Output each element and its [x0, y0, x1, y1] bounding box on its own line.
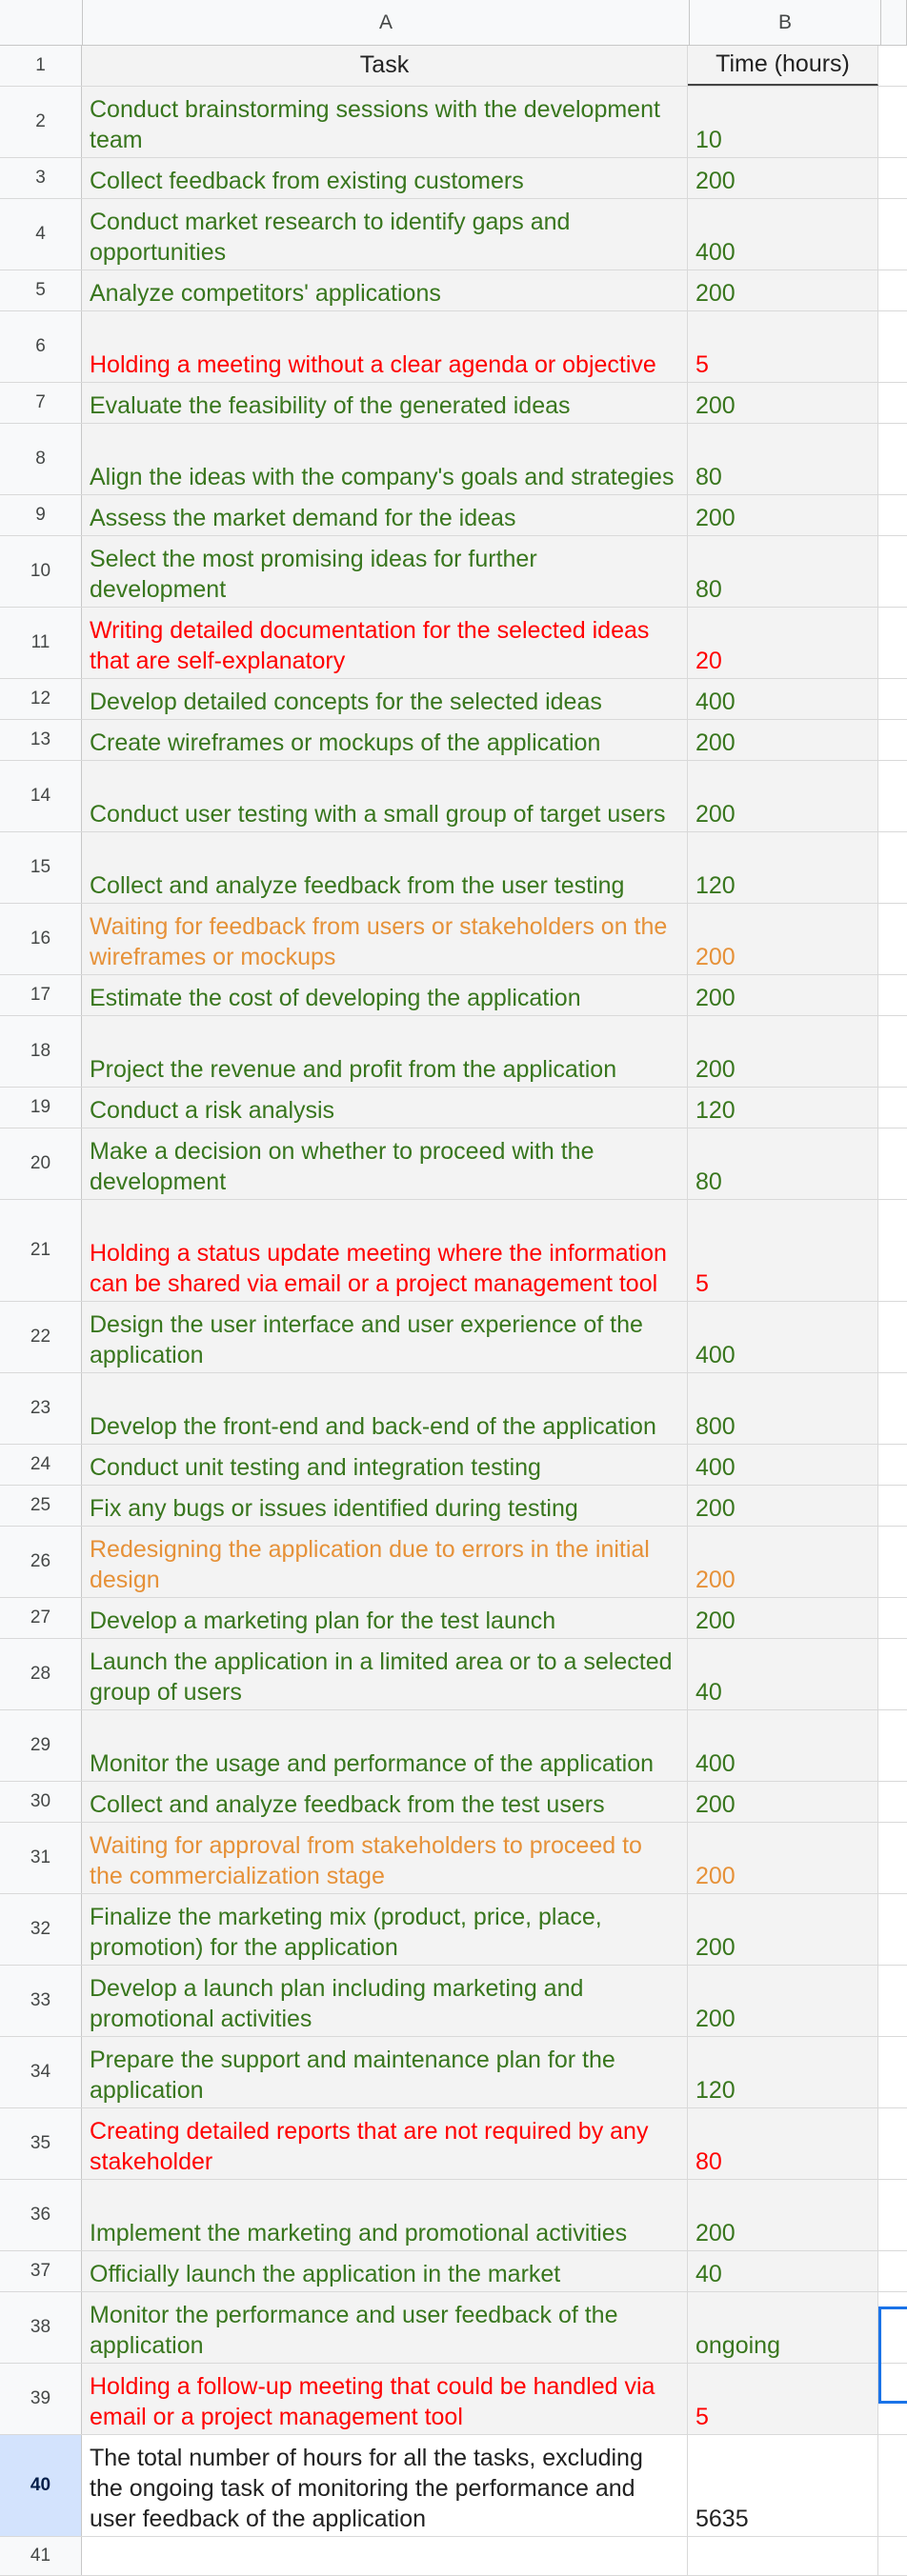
table-row: [0, 2108, 907, 2180]
task-cell[interactable]: Implement the marketing and promotional activities: [82, 2180, 688, 2250]
table-row: [0, 270, 907, 311]
table-row: [0, 761, 907, 832]
column-header-row: [0, 0, 907, 46]
task-cell[interactable]: Officially launch the application in the market: [82, 2251, 688, 2291]
time-cell[interactable]: 400: [688, 1302, 878, 1372]
table-row: [0, 1373, 907, 1445]
table-row: [0, 87, 907, 158]
empty-cell[interactable]: [878, 199, 907, 270]
row-number[interactable]: 26: [0, 1527, 82, 1597]
task-cell[interactable]: Redesigning the application due to errors in the initial design: [82, 1527, 688, 1597]
time-cell[interactable]: 5: [688, 1200, 878, 1301]
task-cell[interactable]: Estimate the cost of developing the application: [82, 975, 688, 1015]
task-cell[interactable]: Conduct market research to identify gaps and opportunities: [82, 199, 688, 270]
time-cell[interactable]: 20: [688, 608, 878, 678]
row-number[interactable]: 25: [0, 1486, 82, 1526]
time-cell[interactable]: 200: [688, 495, 878, 535]
row-number[interactable]: 20: [0, 1128, 82, 1199]
empty-cell[interactable]: [878, 158, 907, 198]
table-row: [0, 495, 907, 536]
task-cell[interactable]: Fix any bugs or issues identified during testing: [82, 1486, 688, 1526]
empty-cell[interactable]: [878, 1782, 907, 1822]
empty-cell[interactable]: [878, 1302, 907, 1372]
time-cell[interactable]: 10: [688, 87, 878, 157]
row-number[interactable]: 34: [0, 2037, 82, 2107]
task-cell[interactable]: Make a decision on whether to proceed with the development: [82, 1128, 688, 1199]
row-number[interactable]: 18: [0, 1016, 82, 1087]
empty-cell[interactable]: [878, 87, 907, 157]
column-header-c[interactable]: [881, 0, 907, 45]
row-number[interactable]: 33: [0, 1966, 82, 2036]
column-header-a[interactable]: A: [83, 0, 690, 45]
row-number[interactable]: 22: [0, 1302, 82, 1372]
empty-cell[interactable]: [878, 311, 907, 382]
time-cell[interactable]: 400: [688, 1710, 878, 1781]
row-number[interactable]: 12: [0, 679, 82, 719]
row-number[interactable]: 29: [0, 1710, 82, 1781]
time-cell[interactable]: 40: [688, 2251, 878, 2291]
time-cell[interactable]: 200: [688, 1782, 878, 1822]
row-number[interactable]: 24: [0, 1445, 82, 1485]
row-number[interactable]: 23: [0, 1373, 82, 1444]
table-row: [0, 1016, 907, 1088]
time-cell[interactable]: 120: [688, 1088, 878, 1128]
table-row: [0, 424, 907, 495]
empty-cell[interactable]: [878, 1823, 907, 1893]
header-time-cell[interactable]: Time (hours): [688, 46, 878, 86]
table-row: [0, 1128, 907, 1200]
row-number[interactable]: 37: [0, 2251, 82, 2291]
empty-cell[interactable]: [878, 761, 907, 831]
task-cell[interactable]: Conduct a risk analysis: [82, 1088, 688, 1128]
time-cell[interactable]: 200: [688, 761, 878, 831]
empty-cell[interactable]: [878, 2037, 907, 2107]
row-number[interactable]: 3: [0, 158, 82, 198]
table-header-row: [0, 46, 907, 87]
task-cell[interactable]: Holding a status update meeting where the information can be shared via email or a project management tool: [82, 1200, 688, 1301]
table-row: [0, 2251, 907, 2292]
table-row: [0, 832, 907, 904]
row-number[interactable]: 6: [0, 311, 82, 382]
empty-cell[interactable]: [878, 2537, 907, 2575]
task-cell[interactable]: Evaluate the feasibility of the generated ideas: [82, 383, 688, 423]
time-cell[interactable]: 200: [688, 2180, 878, 2250]
row-number[interactable]: 5: [0, 270, 82, 310]
table-row: [0, 536, 907, 608]
task-cell[interactable]: Analyze competitors' applications: [82, 270, 688, 310]
time-cell[interactable]: 120: [688, 832, 878, 903]
table-row: [0, 608, 907, 679]
task-cell[interactable]: Conduct unit testing and integration testing: [82, 1445, 688, 1485]
task-cell[interactable]: Prepare the support and maintenance plan for the application: [82, 2037, 688, 2107]
table-row: [0, 2292, 907, 2364]
table-row: [0, 1200, 907, 1302]
table-row: [0, 1782, 907, 1823]
time-cell[interactable]: 400: [688, 1445, 878, 1485]
time-cell[interactable]: 800: [688, 1373, 878, 1444]
row-number[interactable]: 31: [0, 1823, 82, 1893]
task-cell[interactable]: Holding a meeting without a clear agenda or objective: [82, 311, 688, 382]
table-row: [0, 1894, 907, 1966]
row-number[interactable]: 13: [0, 720, 82, 760]
row-number[interactable]: 10: [0, 536, 82, 607]
empty-cell[interactable]: [878, 679, 907, 719]
time-cell[interactable]: 80: [688, 536, 878, 607]
time-cell[interactable]: 400: [688, 679, 878, 719]
task-cell[interactable]: Collect feedback from existing customers: [82, 158, 688, 198]
row-number[interactable]: 30: [0, 1782, 82, 1822]
table-row: [0, 199, 907, 270]
row-number[interactable]: 32: [0, 1894, 82, 1965]
task-cell[interactable]: Writing detailed documentation for the selected ideas that are self-explanatory: [82, 608, 688, 678]
table-row: [0, 1088, 907, 1128]
row-number[interactable]: 7: [0, 383, 82, 423]
empty-cell[interactable]: [878, 608, 907, 678]
row-number[interactable]: 14: [0, 761, 82, 831]
time-cell[interactable]: 5635: [688, 2435, 878, 2536]
task-cell[interactable]: Conduct user testing with a small group of target users: [82, 761, 688, 831]
time-cell[interactable]: 120: [688, 2037, 878, 2107]
table-row: [0, 904, 907, 975]
table-row: [0, 1598, 907, 1639]
empty-cell[interactable]: [878, 46, 907, 86]
task-cell[interactable]: Select the most promising ideas for further development: [82, 536, 688, 607]
task-cell[interactable]: Monitor the performance and user feedback of the application: [82, 2292, 688, 2363]
table-row: [0, 2537, 907, 2576]
row-number[interactable]: 8: [0, 424, 82, 494]
empty-cell[interactable]: [878, 270, 907, 310]
empty-cell[interactable]: [878, 1445, 907, 1485]
time-cell[interactable]: ongoing: [688, 2292, 878, 2363]
task-cell[interactable]: The total number of hours for all the tasks, excluding the ongoing task of monitoring the performance and user feedback of the application: [82, 2435, 688, 2536]
time-cell[interactable]: 5: [688, 2364, 878, 2434]
table-row: [0, 158, 907, 199]
time-cell[interactable]: 200: [688, 1823, 878, 1893]
empty-cell[interactable]: [878, 1486, 907, 1526]
empty-cell[interactable]: [878, 495, 907, 535]
table-row: [0, 2037, 907, 2108]
empty-cell[interactable]: [878, 1128, 907, 1199]
table-row: [0, 1302, 907, 1373]
task-cell[interactable]: Design the user interface and user experience of the application: [82, 1302, 688, 1372]
task-cell[interactable]: Holding a follow-up meeting that could be handled via email or a project management tool: [82, 2364, 688, 2434]
empty-cell[interactable]: [878, 383, 907, 423]
table-row: [0, 1527, 907, 1598]
table-row: [0, 2364, 907, 2435]
time-cell[interactable]: 200: [688, 1598, 878, 1638]
table-row: [0, 720, 907, 761]
row-number[interactable]: 9: [0, 495, 82, 535]
row-number[interactable]: 16: [0, 904, 82, 974]
empty-cell[interactable]: [878, 832, 907, 903]
selected-cell-outline: [878, 2306, 907, 2404]
row-number[interactable]: 1: [0, 46, 82, 86]
row-number[interactable]: 11: [0, 608, 82, 678]
table-row: [0, 383, 907, 424]
row-number[interactable]: 15: [0, 832, 82, 903]
table-row: [0, 1445, 907, 1486]
empty-cell[interactable]: [878, 1016, 907, 1087]
header-task-cell[interactable]: Task: [82, 46, 688, 86]
time-cell[interactable]: 200: [688, 904, 878, 974]
task-cell[interactable]: Monitor the usage and performance of the application: [82, 1710, 688, 1781]
table-row: [0, 311, 907, 383]
empty-cell[interactable]: [878, 2435, 907, 2536]
time-cell[interactable]: 200: [688, 383, 878, 423]
task-cell[interactable]: Develop a launch plan including marketing and promotional activities: [82, 1966, 688, 2036]
table-row: [0, 2435, 907, 2537]
time-cell[interactable]: 200: [688, 720, 878, 760]
time-cell[interactable]: [688, 2537, 878, 2575]
time-cell[interactable]: 200: [688, 1527, 878, 1597]
time-cell[interactable]: 200: [688, 158, 878, 198]
empty-cell[interactable]: [878, 720, 907, 760]
empty-cell[interactable]: [878, 1527, 907, 1597]
empty-cell[interactable]: [878, 1598, 907, 1638]
empty-cell[interactable]: [878, 1894, 907, 1965]
row-number[interactable]: 2: [0, 87, 82, 157]
task-cell[interactable]: Project the revenue and profit from the application: [82, 1016, 688, 1087]
task-cell[interactable]: Create wireframes or mockups of the application: [82, 720, 688, 760]
row-number[interactable]: 38: [0, 2292, 82, 2363]
empty-cell[interactable]: [878, 1088, 907, 1128]
row-number[interactable]: 36: [0, 2180, 82, 2250]
select-all-corner[interactable]: [0, 0, 83, 45]
time-cell[interactable]: 80: [688, 2108, 878, 2179]
task-cell[interactable]: Waiting for feedback from users or stakeholders on the wireframes or mockups: [82, 904, 688, 974]
time-cell[interactable]: 80: [688, 424, 878, 494]
time-cell[interactable]: 200: [688, 1016, 878, 1087]
task-cell[interactable]: Develop the front-end and back-end of the application: [82, 1373, 688, 1444]
empty-cell[interactable]: [878, 1373, 907, 1444]
task-cell[interactable]: Waiting for approval from stakeholders to proceed to the commercialization stage: [82, 1823, 688, 1893]
empty-cell[interactable]: [878, 904, 907, 974]
task-cell[interactable]: Collect and analyze feedback from the test users: [82, 1782, 688, 1822]
row-number[interactable]: 40: [0, 2435, 82, 2536]
task-cell[interactable]: Develop detailed concepts for the selected ideas: [82, 679, 688, 719]
row-number[interactable]: 4: [0, 199, 82, 270]
empty-cell[interactable]: [878, 1710, 907, 1781]
row-number[interactable]: 17: [0, 975, 82, 1015]
empty-cell[interactable]: [878, 975, 907, 1015]
empty-cell[interactable]: [878, 536, 907, 607]
empty-cell[interactable]: [878, 2180, 907, 2250]
task-cell[interactable]: Collect and analyze feedback from the user testing: [82, 832, 688, 903]
time-cell[interactable]: 40: [688, 1639, 878, 1709]
row-number[interactable]: 21: [0, 1200, 82, 1301]
empty-cell[interactable]: [878, 1639, 907, 1709]
time-cell[interactable]: 200: [688, 270, 878, 310]
time-cell[interactable]: 200: [688, 975, 878, 1015]
table-row: [0, 1710, 907, 1782]
task-cell[interactable]: Develop a marketing plan for the test launch: [82, 1598, 688, 1638]
task-cell[interactable]: Launch the application in a limited area or to a selected group of users: [82, 1639, 688, 1709]
row-number[interactable]: 41: [0, 2537, 82, 2575]
task-cell[interactable]: Assess the market demand for the ideas: [82, 495, 688, 535]
empty-cell[interactable]: [878, 1966, 907, 2036]
row-number[interactable]: 27: [0, 1598, 82, 1638]
time-cell[interactable]: 400: [688, 199, 878, 270]
time-cell[interactable]: 200: [688, 1966, 878, 2036]
table-row: [0, 975, 907, 1016]
row-number[interactable]: 39: [0, 2364, 82, 2434]
table-row: [0, 1823, 907, 1894]
time-cell[interactable]: 200: [688, 1894, 878, 1965]
time-cell[interactable]: 80: [688, 1128, 878, 1199]
task-cell[interactable]: Conduct brainstorming sessions with the development team: [82, 87, 688, 157]
time-cell[interactable]: 200: [688, 1486, 878, 1526]
task-cell[interactable]: Finalize the marketing mix (product, price, place, promotion) for the application: [82, 1894, 688, 1965]
row-number[interactable]: 35: [0, 2108, 82, 2179]
task-cell[interactable]: [82, 2537, 688, 2575]
empty-cell[interactable]: [878, 424, 907, 494]
row-number[interactable]: 28: [0, 1639, 82, 1709]
row-number[interactable]: 19: [0, 1088, 82, 1128]
table-row: [0, 1486, 907, 1527]
table-row: [0, 1639, 907, 1710]
empty-cell[interactable]: [878, 1200, 907, 1301]
table-row: [0, 679, 907, 720]
task-cell[interactable]: Creating detailed reports that are not required by any stakeholder: [82, 2108, 688, 2179]
column-header-b[interactable]: B: [690, 0, 881, 45]
table-row: [0, 1966, 907, 2037]
empty-cell[interactable]: [878, 2108, 907, 2179]
empty-cell[interactable]: [878, 2251, 907, 2291]
task-cell[interactable]: Align the ideas with the company's goals and strategies: [82, 424, 688, 494]
time-cell[interactable]: 5: [688, 311, 878, 382]
table-row: [0, 2180, 907, 2251]
